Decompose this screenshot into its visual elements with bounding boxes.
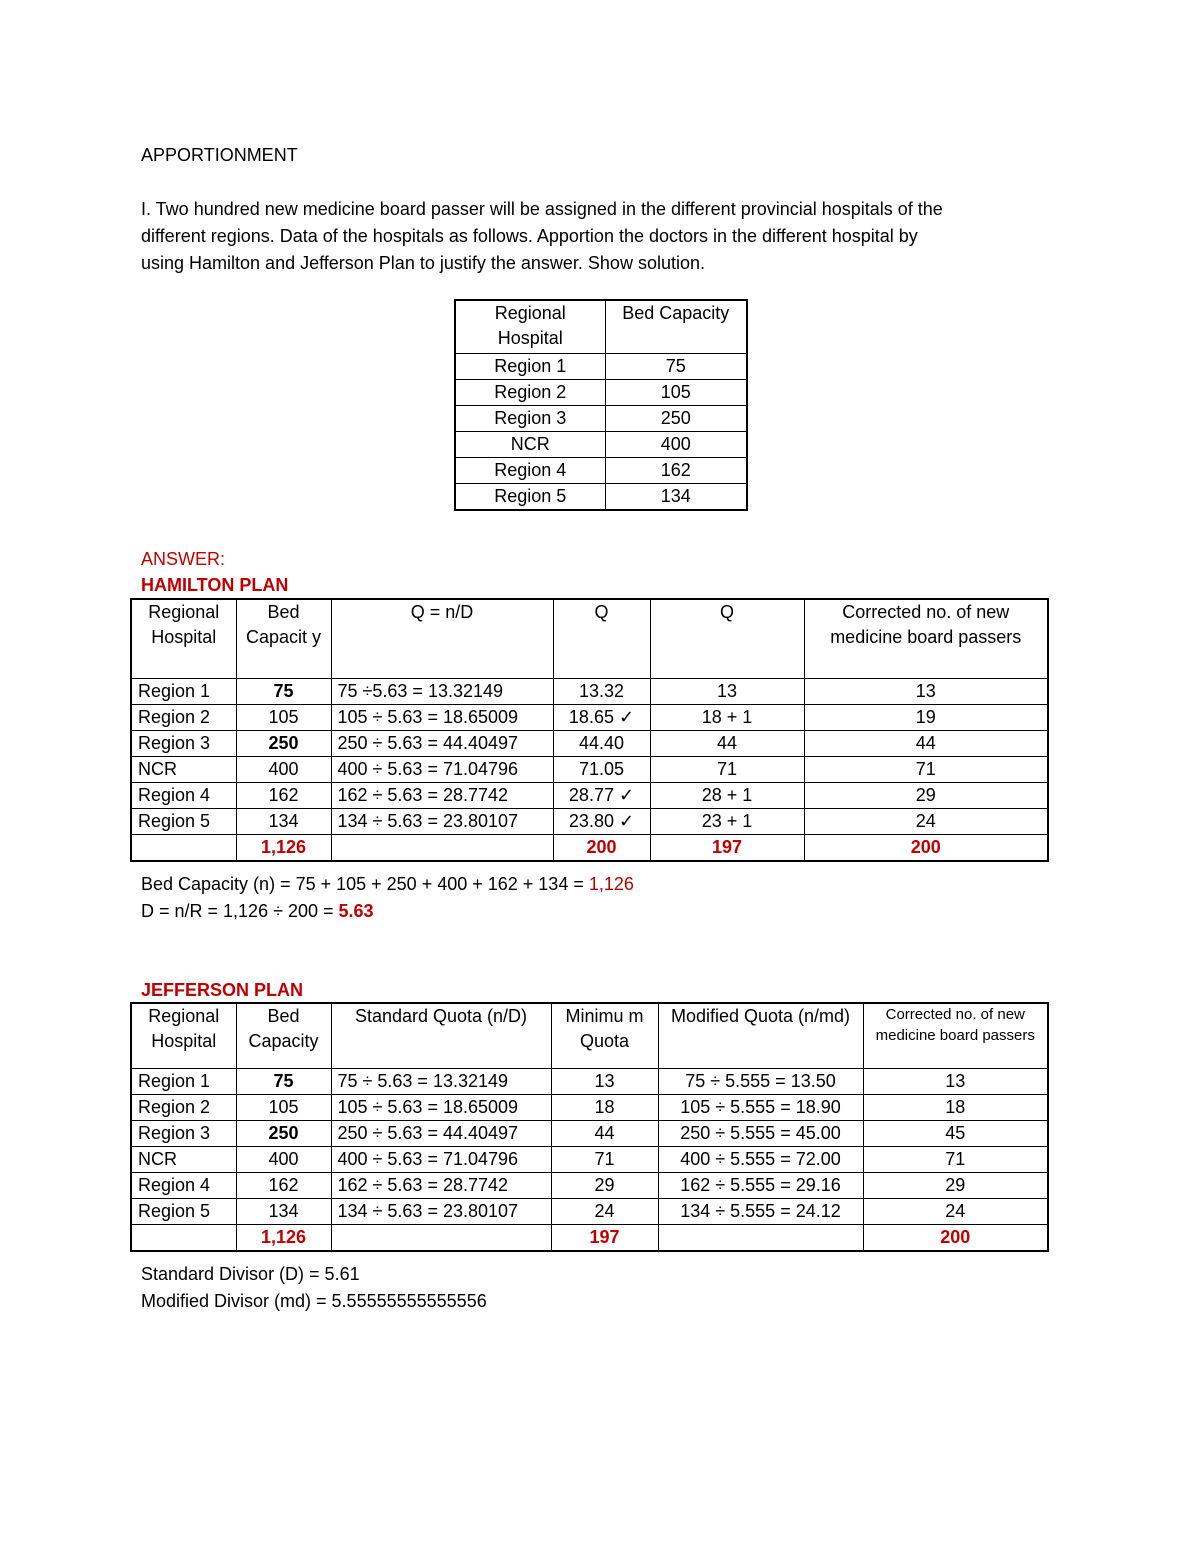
standard-quota-cell: 134 ÷ 5.63 = 23.80107 bbox=[331, 1199, 551, 1225]
header-corrected: Corrected no. of new medicine board passers bbox=[863, 1003, 1048, 1069]
jefferson-note-modified-divisor: Modified Divisor (md) = 5.55555555555556 bbox=[141, 1291, 487, 1311]
table-row bbox=[131, 809, 1048, 835]
note-d-value: 5.63 bbox=[338, 901, 374, 921]
table-header-row bbox=[131, 1003, 1048, 1069]
region-cell: Region 3 bbox=[131, 1121, 236, 1147]
corrected-cell: 13 bbox=[863, 1069, 1048, 1095]
total-quota-cell: 200 bbox=[553, 835, 650, 862]
note-n-text: Bed Capacity (n) = 75 + 105 + 250 + 400 + 162 + 134 = bbox=[141, 874, 589, 894]
header-bed-capacity: Bed Capacity bbox=[605, 300, 747, 354]
capacity-cell: 250 bbox=[236, 731, 331, 757]
header-regional-hospital: Regional Hospital bbox=[131, 599, 236, 679]
header-q-lower: Q bbox=[650, 599, 804, 679]
total-capacity-cell: 1,126 bbox=[236, 835, 331, 862]
capacity-cell: 75 bbox=[236, 679, 331, 705]
answer-label: ANSWER: bbox=[141, 549, 226, 569]
table-row bbox=[455, 484, 747, 511]
region-cell: Region 5 bbox=[131, 809, 236, 835]
table-row bbox=[131, 705, 1048, 731]
quota-formula-cell: 134 ÷ 5.63 = 23.80107 bbox=[331, 809, 553, 835]
totals-row bbox=[131, 835, 1048, 862]
header-minimum-quota: Minimu m Quota bbox=[551, 1003, 658, 1069]
region-cell: Region 4 bbox=[455, 458, 605, 484]
table-row bbox=[131, 757, 1048, 783]
header-corrected: Corrected no. of new medicine board passers bbox=[804, 599, 1048, 679]
region-cell: Region 4 bbox=[131, 783, 236, 809]
capacity-cell: 162 bbox=[236, 1173, 331, 1199]
region-cell: Region 2 bbox=[131, 705, 236, 731]
standard-quota-cell: 400 ÷ 5.63 = 71.04796 bbox=[331, 1147, 551, 1173]
capacity-cell: 134 bbox=[236, 1199, 331, 1225]
lower-quota-cell: 71 bbox=[650, 757, 804, 783]
region-cell: Region 4 bbox=[131, 1173, 236, 1199]
table-row bbox=[131, 679, 1048, 705]
table-row bbox=[131, 1121, 1048, 1147]
table-row bbox=[131, 1147, 1048, 1173]
capacity-cell: 134 bbox=[236, 809, 331, 835]
region-cell: Region 3 bbox=[131, 731, 236, 757]
standard-quota-cell: 105 ÷ 5.63 = 18.65009 bbox=[331, 1095, 551, 1121]
corrected-cell: 24 bbox=[804, 809, 1048, 835]
region-cell: Region 1 bbox=[455, 354, 605, 380]
minimum-quota-cell: 71 bbox=[551, 1147, 658, 1173]
lower-quota-cell: 44 bbox=[650, 731, 804, 757]
minimum-quota-cell: 18 bbox=[551, 1095, 658, 1121]
minimum-quota-cell: 13 bbox=[551, 1069, 658, 1095]
corrected-cell: 13 bbox=[804, 679, 1048, 705]
header-bed-capacity: Bed Capacit y bbox=[236, 599, 331, 679]
total-empty-cell bbox=[331, 835, 553, 862]
total-capacity-cell: 1,126 bbox=[236, 1225, 331, 1252]
jefferson-note-standard-divisor: Standard Divisor (D) = 5.61 bbox=[141, 1264, 360, 1284]
note-n-value: 1,126 bbox=[588, 874, 634, 894]
corrected-cell: 19 bbox=[804, 705, 1048, 731]
problem-line-2: different regions. Data of the hospitals as follows. Apportion the doctors in the different hospital by bbox=[141, 226, 918, 246]
total-corrected-cell: 200 bbox=[863, 1225, 1048, 1252]
corrected-cell: 45 bbox=[863, 1121, 1048, 1147]
corrected-cell: 44 bbox=[804, 731, 1048, 757]
capacity-cell: 162 bbox=[236, 783, 331, 809]
page-title: APPORTIONMENT bbox=[141, 145, 298, 165]
region-cell: Region 2 bbox=[455, 380, 605, 406]
corrected-cell: 71 bbox=[863, 1147, 1048, 1173]
corrected-cell: 29 bbox=[863, 1173, 1048, 1199]
header-standard-quota: Standard Quota (n/D) bbox=[331, 1003, 551, 1069]
region-cell: Region 5 bbox=[455, 484, 605, 511]
header-q: Q bbox=[553, 599, 650, 679]
table-header-row bbox=[455, 300, 747, 354]
hamilton-note-d bbox=[141, 901, 374, 922]
region-cell: Region 2 bbox=[131, 1095, 236, 1121]
table-header-row bbox=[131, 599, 1048, 679]
table-row bbox=[131, 1173, 1048, 1199]
quota-cell: 18.65 ✓ bbox=[553, 705, 650, 731]
region-cell: NCR bbox=[131, 757, 236, 783]
quota-formula-cell: 250 ÷ 5.63 = 44.40497 bbox=[331, 731, 553, 757]
region-cell: NCR bbox=[131, 1147, 236, 1173]
bed-capacity-table bbox=[454, 299, 748, 511]
lower-quota-cell: 28 + 1 bbox=[650, 783, 804, 809]
corrected-cell: 18 bbox=[863, 1095, 1048, 1121]
minimum-quota-cell: 44 bbox=[551, 1121, 658, 1147]
quota-formula-cell: 162 ÷ 5.63 = 28.7742 bbox=[331, 783, 553, 809]
quota-cell: 71.05 bbox=[553, 757, 650, 783]
corrected-cell: 24 bbox=[863, 1199, 1048, 1225]
modified-quota-cell: 75 ÷ 5.555 = 13.50 bbox=[658, 1069, 863, 1095]
capacity-cell: 134 bbox=[605, 484, 747, 511]
quota-cell: 44.40 bbox=[553, 731, 650, 757]
region-cell: NCR bbox=[455, 432, 605, 458]
lower-quota-cell: 13 bbox=[650, 679, 804, 705]
capacity-cell: 75 bbox=[236, 1069, 331, 1095]
standard-quota-cell: 75 ÷ 5.63 = 13.32149 bbox=[331, 1069, 551, 1095]
total-lower-quota-cell: 197 bbox=[650, 835, 804, 862]
capacity-cell: 105 bbox=[236, 1095, 331, 1121]
capacity-cell: 105 bbox=[236, 705, 331, 731]
quota-formula-cell: 105 ÷ 5.63 = 18.65009 bbox=[331, 705, 553, 731]
totals-row bbox=[131, 1225, 1048, 1252]
corrected-cell: 29 bbox=[804, 783, 1048, 809]
region-cell: Region 3 bbox=[455, 406, 605, 432]
table-row bbox=[131, 1069, 1048, 1095]
hamilton-note-n bbox=[141, 874, 634, 895]
region-cell: Region 1 bbox=[131, 1069, 236, 1095]
header-regional-hospital: Regional Hospital bbox=[131, 1003, 236, 1069]
table-row bbox=[131, 1199, 1048, 1225]
header-q-formula: Q = n/D bbox=[331, 599, 553, 679]
modified-quota-cell: 400 ÷ 5.555 = 72.00 bbox=[658, 1147, 863, 1173]
quota-cell: 23.80 ✓ bbox=[553, 809, 650, 835]
problem-statement bbox=[141, 196, 1041, 277]
note-d-text: D = n/R = 1,126 ÷ 200 = bbox=[141, 901, 339, 921]
problem-line-3: using Hamilton and Jefferson Plan to justify the answer. Show solution. bbox=[141, 253, 705, 273]
total-label-cell bbox=[131, 835, 236, 862]
total-minimum-quota-cell: 197 bbox=[551, 1225, 658, 1252]
modified-quota-cell: 134 ÷ 5.555 = 24.12 bbox=[658, 1199, 863, 1225]
quota-cell: 13.32 bbox=[553, 679, 650, 705]
capacity-cell: 400 bbox=[236, 757, 331, 783]
capacity-cell: 400 bbox=[605, 432, 747, 458]
jefferson-table bbox=[130, 1002, 1049, 1252]
corrected-cell: 71 bbox=[804, 757, 1048, 783]
total-corrected-cell: 200 bbox=[804, 835, 1048, 862]
quota-formula-cell: 75 ÷5.63 = 13.32149 bbox=[331, 679, 553, 705]
table-row bbox=[455, 354, 747, 380]
modified-quota-cell: 250 ÷ 5.555 = 45.00 bbox=[658, 1121, 863, 1147]
jefferson-heading: JEFFERSON PLAN bbox=[141, 980, 304, 1000]
table-row bbox=[131, 783, 1048, 809]
header-bed-capacity: Bed Capacity bbox=[236, 1003, 331, 1069]
standard-quota-cell: 162 ÷ 5.63 = 28.7742 bbox=[331, 1173, 551, 1199]
total-empty-cell bbox=[658, 1225, 863, 1252]
total-label-cell bbox=[131, 1225, 236, 1252]
table-row bbox=[455, 380, 747, 406]
table-row bbox=[455, 458, 747, 484]
minimum-quota-cell: 29 bbox=[551, 1173, 658, 1199]
capacity-cell: 75 bbox=[605, 354, 747, 380]
minimum-quota-cell: 24 bbox=[551, 1199, 658, 1225]
problem-line-1: I. Two hundred new medicine board passer will be assigned in the different provincial hospitals of the bbox=[141, 199, 943, 219]
total-empty-cell bbox=[331, 1225, 551, 1252]
modified-quota-cell: 162 ÷ 5.555 = 29.16 bbox=[658, 1173, 863, 1199]
table-row bbox=[131, 1095, 1048, 1121]
quota-formula-cell: 400 ÷ 5.63 = 71.04796 bbox=[331, 757, 553, 783]
table-row bbox=[131, 731, 1048, 757]
capacity-cell: 105 bbox=[605, 380, 747, 406]
capacity-cell: 250 bbox=[605, 406, 747, 432]
capacity-cell: 400 bbox=[236, 1147, 331, 1173]
standard-quota-cell: 250 ÷ 5.63 = 44.40497 bbox=[331, 1121, 551, 1147]
lower-quota-cell: 23 + 1 bbox=[650, 809, 804, 835]
table-row bbox=[455, 432, 747, 458]
table-row bbox=[455, 406, 747, 432]
capacity-cell: 250 bbox=[236, 1121, 331, 1147]
region-cell: Region 1 bbox=[131, 679, 236, 705]
region-cell: Region 5 bbox=[131, 1199, 236, 1225]
header-modified-quota: Modified Quota (n/md) bbox=[658, 1003, 863, 1069]
capacity-cell: 162 bbox=[605, 458, 747, 484]
quota-cell: 28.77 ✓ bbox=[553, 783, 650, 809]
hamilton-table bbox=[130, 598, 1049, 862]
hamilton-heading: HAMILTON PLAN bbox=[141, 575, 289, 595]
header-regional-hospital: Regional Hospital bbox=[455, 300, 605, 354]
modified-quota-cell: 105 ÷ 5.555 = 18.90 bbox=[658, 1095, 863, 1121]
lower-quota-cell: 18 + 1 bbox=[650, 705, 804, 731]
